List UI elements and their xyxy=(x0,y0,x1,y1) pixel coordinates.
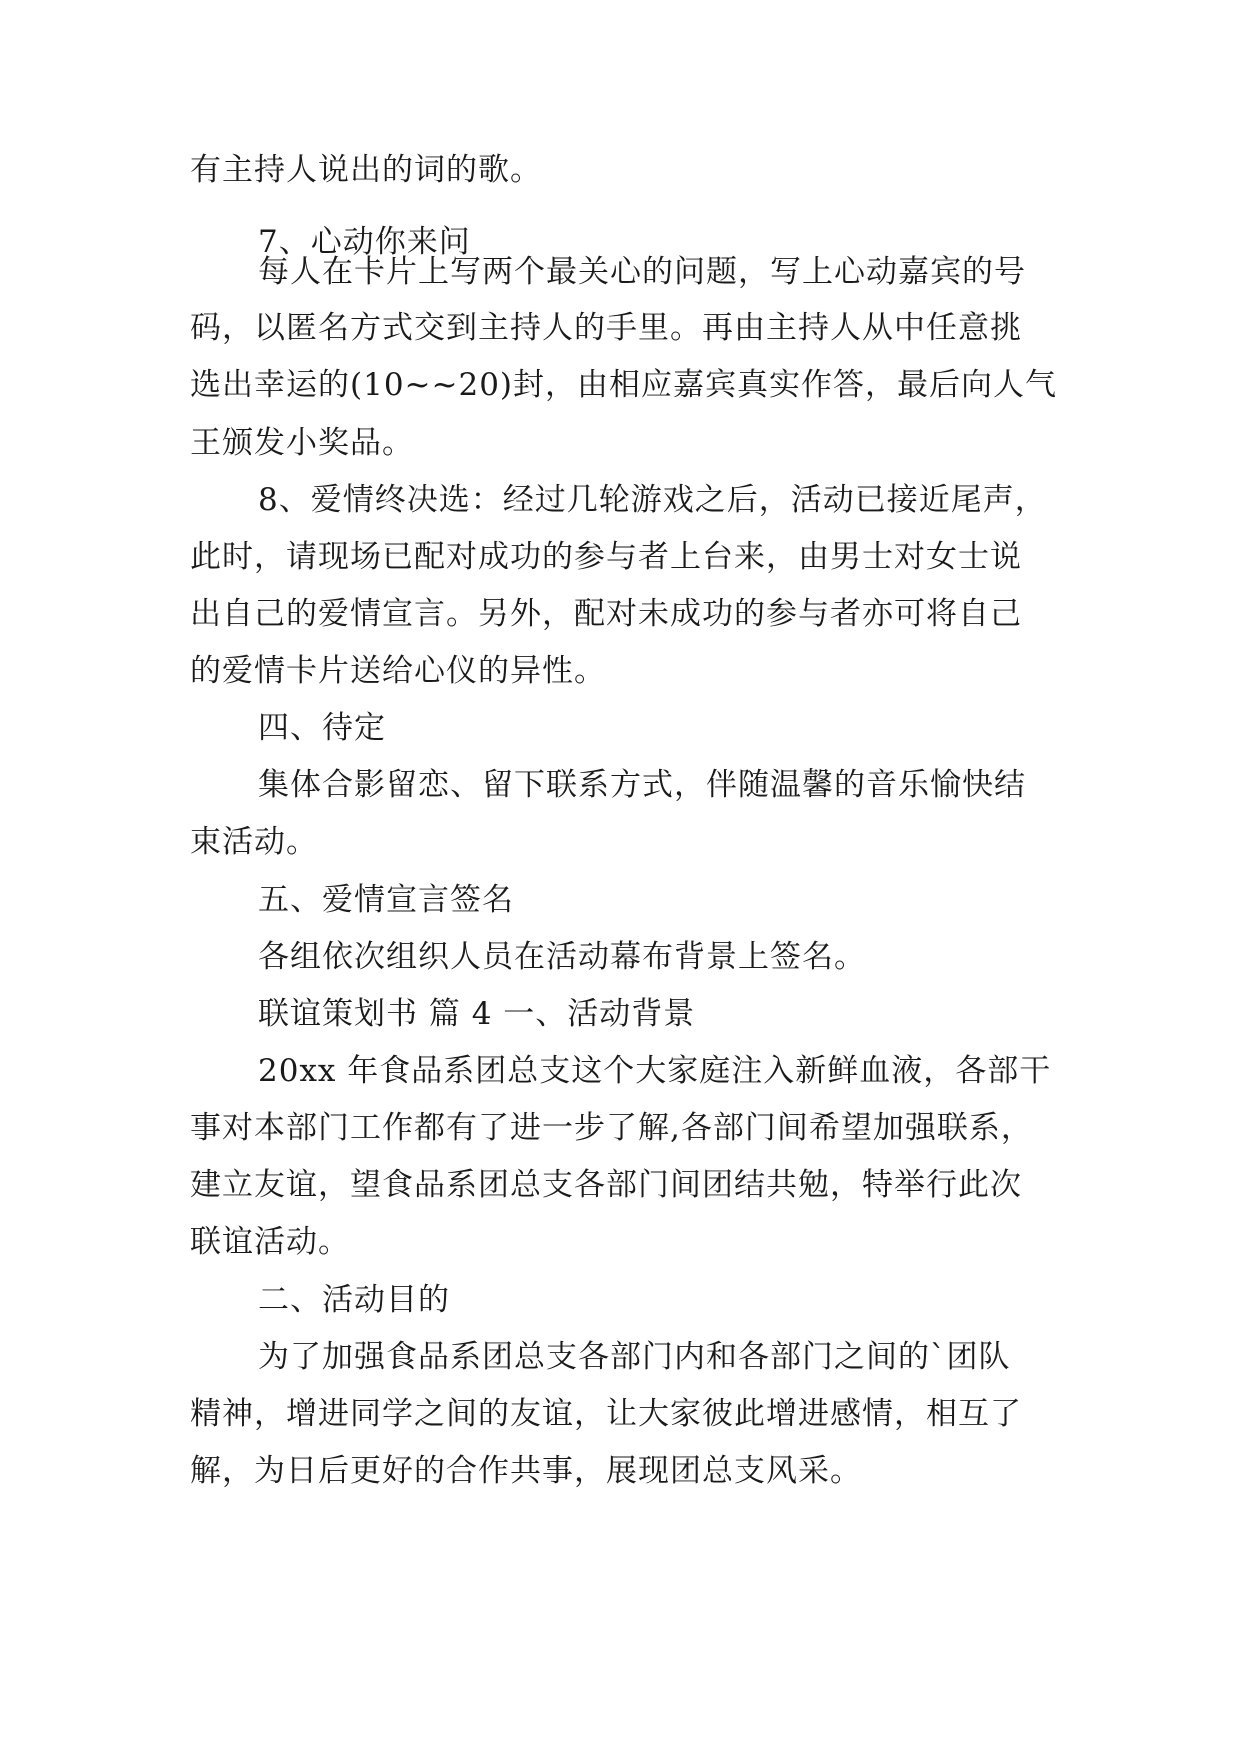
body-text-line: 码，以匿名方式交到主持人的手里。再由主持人从中任意挑 xyxy=(190,310,1022,346)
body-text-line: 此时，请现场已配对成功的参与者上台来，由男士对女士说 xyxy=(190,539,1022,575)
body-text-line: 事对本部门工作都有了进一步了解,各部门间希望加强联系， xyxy=(190,1110,1033,1146)
body-text-line: 联谊活动。 xyxy=(190,1224,350,1260)
paragraph-first-line: 为了加强食品系团总支各部门内和各部门之间的`团队 xyxy=(258,1339,1011,1375)
body-text-line: 的爱情卡片送给心仪的异性。 xyxy=(190,653,606,689)
body-text-line: 出自己的爱情宣言。另外，配对未成功的参与者亦可将自己 xyxy=(190,596,1022,632)
section-heading: 四、待定 xyxy=(258,710,386,746)
body-text-line: 选出幸运的(10~~20)封，由相应嘉宾真实作答，最后向人气 xyxy=(190,367,1058,403)
section-heading: 7、心动你来问 xyxy=(258,224,471,260)
paragraph-first-line: 各组依次组织人员在活动幕布背景上签名。 xyxy=(258,939,866,975)
paragraph-first-line: 集体合影留恋、留下联系方式，伴随温馨的音乐愉快结 xyxy=(258,767,1026,803)
body-text-line: 王颁发小奖品。 xyxy=(190,425,414,461)
paragraph-first-line: 每人在卡片上写两个最关心的问题，写上心动嘉宾的号 xyxy=(258,254,1026,290)
body-text-line: 束活动。 xyxy=(190,824,318,860)
body-text-line: 有主持人说出的词的歌。 xyxy=(190,152,542,188)
body-text-line: 解，为日后更好的合作共事，展现团总支风采。 xyxy=(190,1453,862,1489)
section-heading: 二、活动目的 xyxy=(258,1282,450,1318)
section-heading: 五、爱情宣言签名 xyxy=(258,882,514,918)
body-text-line: 精神，增进同学之间的友谊，让大家彼此增进感情，相互了 xyxy=(190,1396,1022,1432)
body-text-line: 建立友谊，望食品系团总支各部门间团结共勉，特举行此次 xyxy=(190,1167,1022,1203)
paragraph-first-line: 20xx 年食品系团总支这个大家庭注入新鲜血液，各部干 xyxy=(258,1053,1052,1089)
paragraph-first-line: 8、爱情终决选：经过几轮游戏之后，活动已接近尾声， xyxy=(258,482,1047,518)
section-heading: 联谊策划书 篇 4 一、活动背景 xyxy=(258,996,696,1032)
